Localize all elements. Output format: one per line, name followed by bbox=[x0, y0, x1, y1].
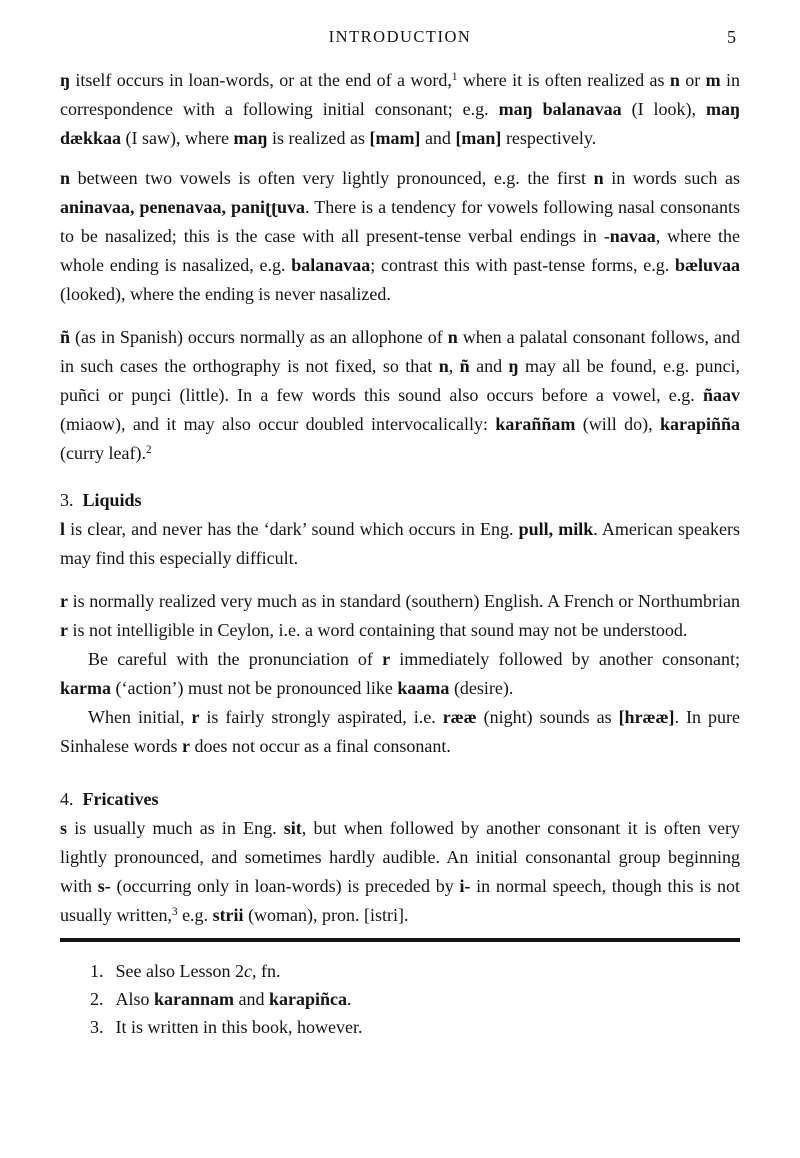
footnote-3 bbox=[90, 1013, 740, 1041]
paragraph-velar-nasal: ŋ itself occurs in loan-words, or at the end of a word,$^1$ where it is often realized as n or m in correspondence with a following initial consonant; e.g. maŋ balanavaa (I look), maŋ dækkaa (I saw), where maŋ is realized as [mam] and [man] respectively. bbox=[60, 70, 741, 148]
paragraph-r-initial: When initial, r is fairly strongly aspirated, i.e. rææ (night) sounds as [hrææ]. In pure Sinhalese words r does not occur as a final consonant. bbox=[60, 707, 740, 756]
paragraph-r-standard: r is normally realized very much as in standard (southern) English. A French or Northumbrian r is not intelligible in Ceylon, i.e. a word containing that sound may not be understood. bbox=[60, 591, 740, 640]
paragraph-s-fricative: s is usually much as in Eng. sit, but when followed by another consonant it is often very lightly pronounced, and sometimes hardly audible. An initial consonantal group beginning with s- (occurring only in loan-words) is preceded by i- in normal speech, though this is not usually written,$^3$ e.g. strii (woman), pron. [istri]. bbox=[60, 818, 740, 925]
page-number: 5 bbox=[727, 27, 736, 47]
paragraph-r-careful: Be careful with the pronunciation of r immediately followed by another consonant; karma (‘action’) must not be pronounced like kaama (desire). bbox=[60, 649, 740, 698]
footnote-2 bbox=[90, 985, 740, 1013]
footnote-divider-rule bbox=[60, 938, 740, 942]
running-title: INTRODUCTION bbox=[328, 27, 472, 46]
footnote-text: See also Lesson 2c, fn. bbox=[115, 961, 281, 981]
footnote-number: 2. bbox=[90, 989, 104, 1009]
footnotes bbox=[60, 957, 740, 1041]
footnote-text: Also karannam and karapiñca. bbox=[115, 989, 352, 1009]
page-header bbox=[60, 26, 740, 48]
footnote-text: It is written in this book, however. bbox=[115, 1017, 363, 1037]
footnote-1 bbox=[90, 957, 740, 985]
footnote-number: 1. bbox=[90, 961, 104, 981]
section-heading-liquids: 3. Liquids bbox=[60, 490, 142, 510]
paragraph-l-clear: l is clear, and never has the ‘dark’ sound which occurs in Eng. pull, milk. American speakers may find this especially difficult. bbox=[60, 519, 740, 568]
paragraph-n-between-vowels: n between two vowels is often very lightly pronounced, e.g. the first n in words such as aninavaa, penenavaa, paniʈʈuva. There is a tendency for vowels following nasal consonants to be nasalized; this is the case with all present-tense verbal endings in -navaa, where the whole ending is nasalized, e.g. balanavaa; contrast this with past-tense forms, e.g. bæluvaa (looked), where the ending is never nasalized. bbox=[60, 168, 741, 304]
section-heading-fricatives: 4. Fricatives bbox=[60, 789, 159, 809]
paragraph-palatal-n: ñ (as in Spanish) occurs normally as an allophone of n when a palatal consonant follows, and in such cases the orthography is not fixed, so that n, ñ and ŋ may all be found, e.g. punci, puñci or puŋci (little). In a few words this sound also occurs before a vowel, e.g. ñaav (miaow), and it may also occur doubled intervocalically: karaññam (will do), karapiñña (curry leaf).$^2$ bbox=[60, 327, 741, 463]
page-body bbox=[60, 66, 740, 930]
footnote-number: 3. bbox=[90, 1017, 104, 1037]
